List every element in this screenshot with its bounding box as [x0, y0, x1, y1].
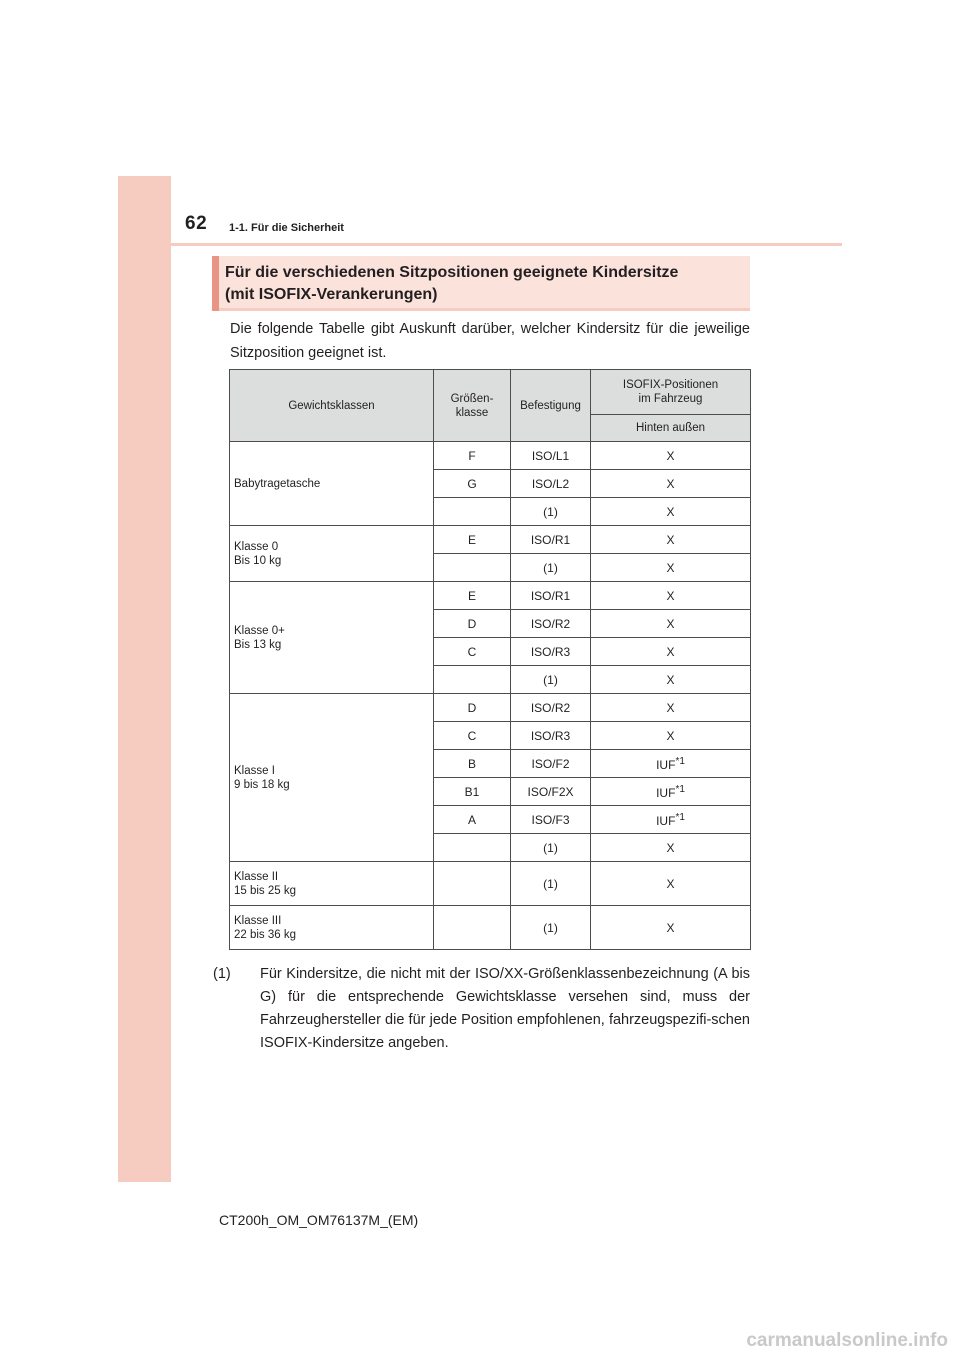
table-row [230, 862, 751, 906]
header-rear-outer: Hinten außen [591, 415, 751, 442]
weight-class-line: Klasse 0 [234, 540, 279, 553]
section-heading [212, 256, 750, 311]
weight-class-cell [230, 442, 434, 526]
size-cell: G [434, 470, 511, 498]
rear-cell [591, 750, 751, 778]
size-cell [434, 906, 511, 950]
mount-cell: ISO/F2X [511, 778, 591, 806]
weight-class-line: Babytragetasche [234, 477, 321, 490]
table-row [230, 906, 751, 950]
mount-cell: ISO/R2 [511, 610, 591, 638]
weight-class-line: Klasse III [234, 914, 282, 927]
mount-cell: (1) [511, 666, 591, 694]
heading-accent-bar [212, 256, 219, 311]
size-cell: D [434, 694, 511, 722]
rear-cell [591, 806, 751, 834]
table-row [230, 582, 751, 610]
weight-class-cell [230, 582, 434, 694]
rear-cell: X [591, 582, 751, 610]
weight-class-line: 22 bis 36 kg [234, 928, 297, 941]
rear-cell: X [591, 442, 751, 470]
child-seat-table [229, 369, 751, 950]
size-cell [434, 834, 511, 862]
size-cell [434, 554, 511, 582]
rear-cell: X [591, 906, 751, 950]
header-size-class [434, 370, 511, 442]
size-cell: E [434, 582, 511, 610]
header-isofix-line-1: ISOFIX-Positionen [622, 379, 719, 391]
size-cell: B [434, 750, 511, 778]
watermark: carmanualsonline.info [746, 1330, 948, 1351]
weight-class-line: 15 bis 25 kg [234, 884, 297, 897]
heading-line-1: Für die verschiedenen Sitzpositionen geeignete Kindersitze [225, 264, 679, 281]
heading-line-2: (mit ISOFIX-Verankerungen) [225, 286, 438, 303]
weight-class-line: Bis 10 kg [234, 554, 282, 567]
mount-cell: ISO/R2 [511, 694, 591, 722]
rear-cell: X [591, 666, 751, 694]
document-code: CT200h_OM_OM76137M_(EM) [219, 1212, 419, 1228]
heading-text [225, 262, 678, 306]
page-number: 62 [185, 213, 208, 234]
size-cell: D [434, 610, 511, 638]
mount-cell: ISO/R3 [511, 722, 591, 750]
rear-cell [591, 778, 751, 806]
mount-cell: ISO/R3 [511, 638, 591, 666]
weight-class-cell [230, 906, 434, 950]
side-color-band [118, 176, 171, 1182]
rear-cell: X [591, 610, 751, 638]
mount-cell: (1) [511, 862, 591, 906]
mount-cell: (1) [511, 554, 591, 582]
size-cell: F [434, 442, 511, 470]
weight-class-line: 9 bis 18 kg [234, 778, 290, 791]
table-row [230, 442, 751, 470]
footnote-ref: *1 [675, 755, 685, 767]
footnote-ref: *1 [675, 783, 685, 795]
table-row [230, 694, 751, 722]
mount-cell: (1) [511, 498, 591, 526]
size-cell: B1 [434, 778, 511, 806]
rear-cell: X [591, 694, 751, 722]
mount-cell: ISO/F3 [511, 806, 591, 834]
table-row [230, 526, 751, 554]
footnote-text: Für Kindersitze, die nicht mit der ISO/XX-Größenklassenbezeichnung (A bis G) für die entsprechende Gewichtsklasse versehen sind, muss der Fahrzeughersteller die für jede Position empfohlenen, fahrzeugspezifi-schen ISOFIX-Kindersitze angeben. [260, 966, 750, 1051]
rear-value: IUF [656, 813, 676, 828]
header-weight-classes: Gewichtsklassen [230, 370, 434, 442]
mount-cell: ISO/L1 [511, 442, 591, 470]
size-cell: C [434, 722, 511, 750]
intro-paragraph: Die folgende Tabelle gibt Auskunft darüber, welcher Kindersitz für die jeweilige Sitzposition geeignet ist. [230, 321, 750, 361]
rear-cell: X [591, 834, 751, 862]
weight-class-cell [230, 694, 434, 862]
header-mount: Befestigung [511, 370, 591, 442]
mount-cell: (1) [511, 834, 591, 862]
weight-class-line: Klasse I [234, 764, 275, 777]
rear-value: IUF [656, 757, 676, 772]
weight-class-cell [230, 862, 434, 906]
size-cell [434, 498, 511, 526]
size-cell [434, 862, 511, 906]
weight-class-line: Klasse 0+ [234, 624, 285, 637]
header-rule [171, 243, 842, 246]
header-size-line-1: Größen- [450, 392, 494, 405]
mount-cell: ISO/L2 [511, 470, 591, 498]
mount-cell: ISO/R1 [511, 582, 591, 610]
mount-cell: ISO/F2 [511, 750, 591, 778]
rear-cell: X [591, 722, 751, 750]
size-cell: C [434, 638, 511, 666]
footnote-marker: (1) [213, 966, 231, 982]
header-isofix-positions [591, 370, 751, 415]
size-cell [434, 666, 511, 694]
rear-cell: X [591, 862, 751, 906]
rear-cell: X [591, 498, 751, 526]
weight-class-line: Bis 13 kg [234, 638, 282, 651]
section-title: 1-1. Für die Sicherheit [229, 222, 344, 234]
mount-cell: ISO/R1 [511, 526, 591, 554]
weight-class-line: Klasse II [234, 870, 279, 883]
header-size-line-2: klasse [455, 406, 489, 419]
size-cell: E [434, 526, 511, 554]
weight-class-cell [230, 526, 434, 582]
rear-cell: X [591, 470, 751, 498]
rear-cell: X [591, 526, 751, 554]
mount-cell: (1) [511, 906, 591, 950]
size-cell: A [434, 806, 511, 834]
rear-cell: X [591, 638, 751, 666]
rear-value: IUF [656, 785, 676, 800]
rear-cell: X [591, 554, 751, 582]
footnote-ref: *1 [675, 811, 685, 823]
header-isofix-line-2: im Fahrzeug [638, 393, 703, 405]
